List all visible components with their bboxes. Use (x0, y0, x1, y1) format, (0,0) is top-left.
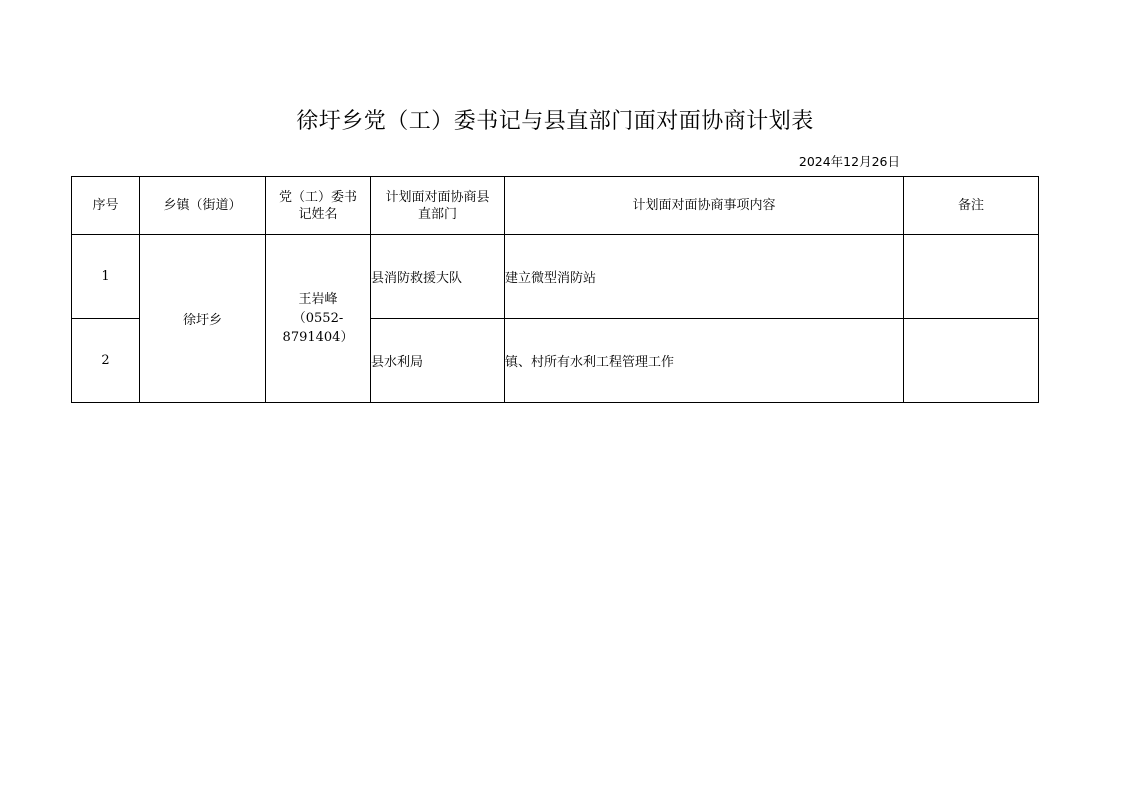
row-seq: 2 (72, 319, 140, 403)
header-town: 乡镇（街道） (140, 177, 266, 235)
header-remarks: 备注 (904, 177, 1039, 235)
header-content: 计划面对面协商事项内容 (505, 177, 904, 235)
header-seq: 序号 (72, 177, 140, 235)
secretary-phone-line1: （0552- (292, 311, 344, 326)
header-secretary-line1: 党（工）委书 (278, 189, 357, 205)
secretary-cell (266, 235, 371, 403)
header-department-line2: 直部门 (417, 206, 457, 222)
header-secretary (266, 177, 371, 235)
row-department: 县消防救援大队 (371, 235, 505, 319)
row-remarks (904, 235, 1039, 319)
header-department (371, 177, 505, 235)
row-remarks (904, 319, 1039, 403)
row-content: 建立微型消防站 (505, 235, 904, 319)
row-seq: 1 (72, 235, 140, 319)
secretary-name: 王岩峰 (298, 292, 338, 307)
row-content: 镇、村所有水利工程管理工作 (505, 319, 904, 403)
plan-table (71, 176, 1039, 403)
document-date: 2024年12月26日 (798, 154, 900, 169)
table-header-row (72, 177, 1039, 235)
table-row (72, 235, 1039, 319)
town-cell: 徐圩乡 (140, 235, 266, 403)
secretary-phone-line2: 8791404） (282, 330, 354, 345)
header-department-line1: 计划面对面协商县 (385, 189, 490, 205)
document-title: 徐圩乡党（工）委书记与县直部门面对面协商计划表 (296, 109, 814, 134)
row-department: 县水利局 (371, 319, 505, 403)
header-secretary-line2: 记姓名 (298, 206, 338, 222)
